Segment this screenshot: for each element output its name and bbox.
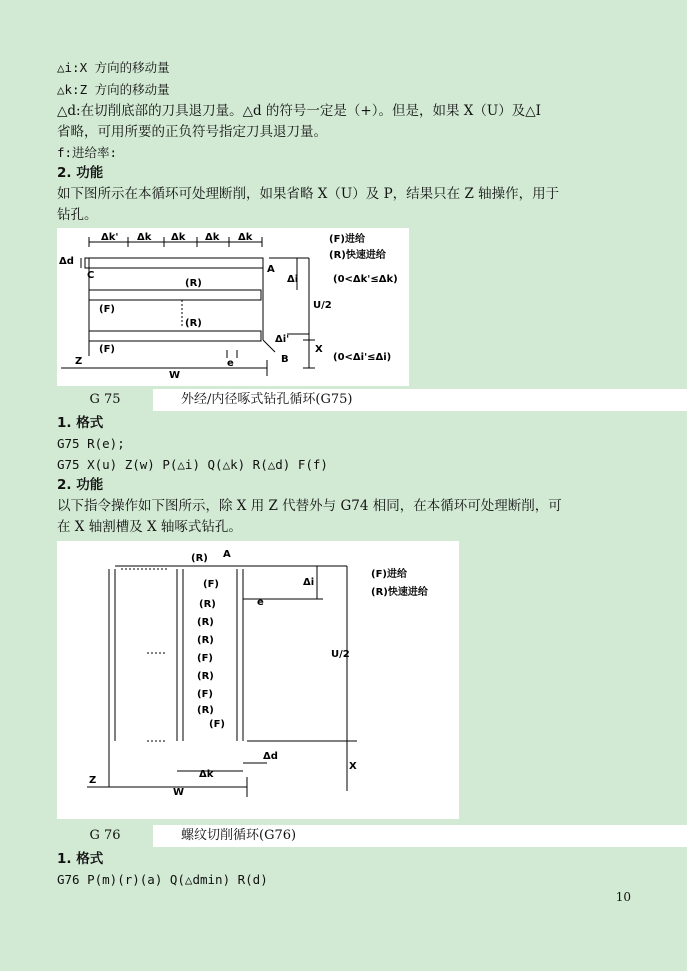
rapid-marker: (R) bbox=[197, 671, 214, 682]
di-prime-label: Δi' bbox=[275, 334, 290, 345]
text-line: △d:在切削底部的刀具退刀量。△d 的符号一定是（+）。但是，如果 X（U）及△I bbox=[57, 103, 541, 119]
text-line: △k:Z 方向的移动量 bbox=[57, 82, 170, 97]
u2-label: U/2 bbox=[331, 649, 350, 660]
feed-marker: (F) bbox=[197, 653, 213, 664]
dk-label: Δk bbox=[199, 769, 214, 780]
section-heading: 1. 格式 bbox=[57, 415, 104, 431]
rapid-marker: (R) bbox=[197, 617, 214, 628]
w-label: W bbox=[169, 370, 181, 381]
code-line: G76 P(m)(r)(a) Q(△dmin) R(d) bbox=[57, 872, 268, 887]
dk-label: Δk bbox=[238, 232, 253, 243]
g75-caption bbox=[57, 389, 687, 411]
g75-diagram-svg bbox=[57, 228, 409, 386]
z-label: Z bbox=[75, 356, 83, 367]
code-line: G75 X(u) Z(w) P(△i) Q(△k) R(△d) F(f) bbox=[57, 457, 328, 472]
section-heading: 2. 功能 bbox=[57, 477, 104, 493]
code-line: G75 R(e); bbox=[57, 436, 125, 451]
feed-legend: (F)进给 bbox=[329, 234, 365, 245]
rapid-marker: (R) bbox=[185, 318, 202, 329]
text-line: 如下图所示在本循环可处理断削，如果省略 X（U）及 P，结果只在 Z 轴操作，用于 bbox=[57, 186, 560, 202]
rapid-legend: (R)快速进给 bbox=[371, 587, 428, 598]
g75-diagram bbox=[57, 228, 409, 386]
x-label: X bbox=[315, 344, 323, 355]
rapid-marker: (R) bbox=[197, 705, 214, 716]
e-label: e bbox=[227, 358, 234, 369]
rapid-marker: (R) bbox=[199, 599, 216, 610]
rapid-marker: (R) bbox=[191, 553, 208, 564]
caption-name: 外经/内径啄式钻孔循环(G75) bbox=[181, 392, 353, 407]
e-label: e bbox=[257, 597, 264, 608]
feed-marker: (F) bbox=[203, 579, 219, 590]
point-a-label: A bbox=[223, 549, 231, 560]
dk-label: Δk bbox=[137, 232, 152, 243]
dd-label: Δd bbox=[263, 751, 278, 762]
z-label: Z bbox=[89, 775, 97, 786]
section-heading: 2. 功能 bbox=[57, 165, 104, 181]
feed-marker: (F) bbox=[197, 689, 213, 700]
text-line: 钻孔。 bbox=[57, 207, 98, 223]
rapid-legend: (R)快速进给 bbox=[329, 250, 386, 261]
dk-label: Δk bbox=[171, 232, 186, 243]
text-line: △i:X 方向的移动量 bbox=[57, 60, 170, 75]
rapid-marker: (R) bbox=[185, 278, 202, 289]
caption-code: G 75 bbox=[57, 389, 153, 411]
rapid-marker: (R) bbox=[197, 635, 214, 646]
x-label: X bbox=[349, 761, 357, 772]
text-line: 在 X 轴割槽及 X 轴啄式钻孔。 bbox=[57, 519, 242, 535]
caption-code: G 76 bbox=[57, 825, 153, 847]
g75-x-diagram bbox=[57, 541, 459, 819]
text-line: 省略，可用所要的正负符号指定刀具退刀量。 bbox=[57, 124, 327, 140]
dk-prime-label: Δk' bbox=[101, 232, 119, 243]
text-line: f:进给率: bbox=[57, 145, 118, 160]
dd-label: Δd bbox=[59, 256, 74, 267]
section-heading: 1. 格式 bbox=[57, 851, 104, 867]
point-c-label: C bbox=[87, 270, 95, 281]
caption-name: 螺纹切削循环(G76) bbox=[181, 828, 297, 843]
page-number: 10 bbox=[615, 890, 631, 904]
point-b-label: B bbox=[281, 354, 289, 365]
feed-legend: (F)进给 bbox=[371, 569, 407, 580]
g75-x-diagram-svg bbox=[57, 541, 459, 819]
condition-di: (0<Δi'≤Δi) bbox=[333, 352, 392, 363]
dk-label: Δk bbox=[205, 232, 220, 243]
di-label: Δi bbox=[303, 577, 315, 588]
feed-marker: (F) bbox=[209, 719, 225, 730]
g76-caption bbox=[57, 825, 687, 847]
di-label: Δi bbox=[287, 274, 299, 285]
condition-dk: (0<Δk'≤Δk) bbox=[333, 274, 398, 285]
w-label: W bbox=[173, 787, 185, 798]
text-line: 以下指令操作如下图所示，除 X 用 Z 代替外与 G74 相同，在本循环可处理断削，可 bbox=[57, 498, 562, 514]
point-a-label: A bbox=[267, 264, 275, 275]
u2-label: U/2 bbox=[313, 300, 332, 311]
feed-marker: (F) bbox=[99, 344, 115, 355]
feed-marker: (F) bbox=[99, 304, 115, 315]
